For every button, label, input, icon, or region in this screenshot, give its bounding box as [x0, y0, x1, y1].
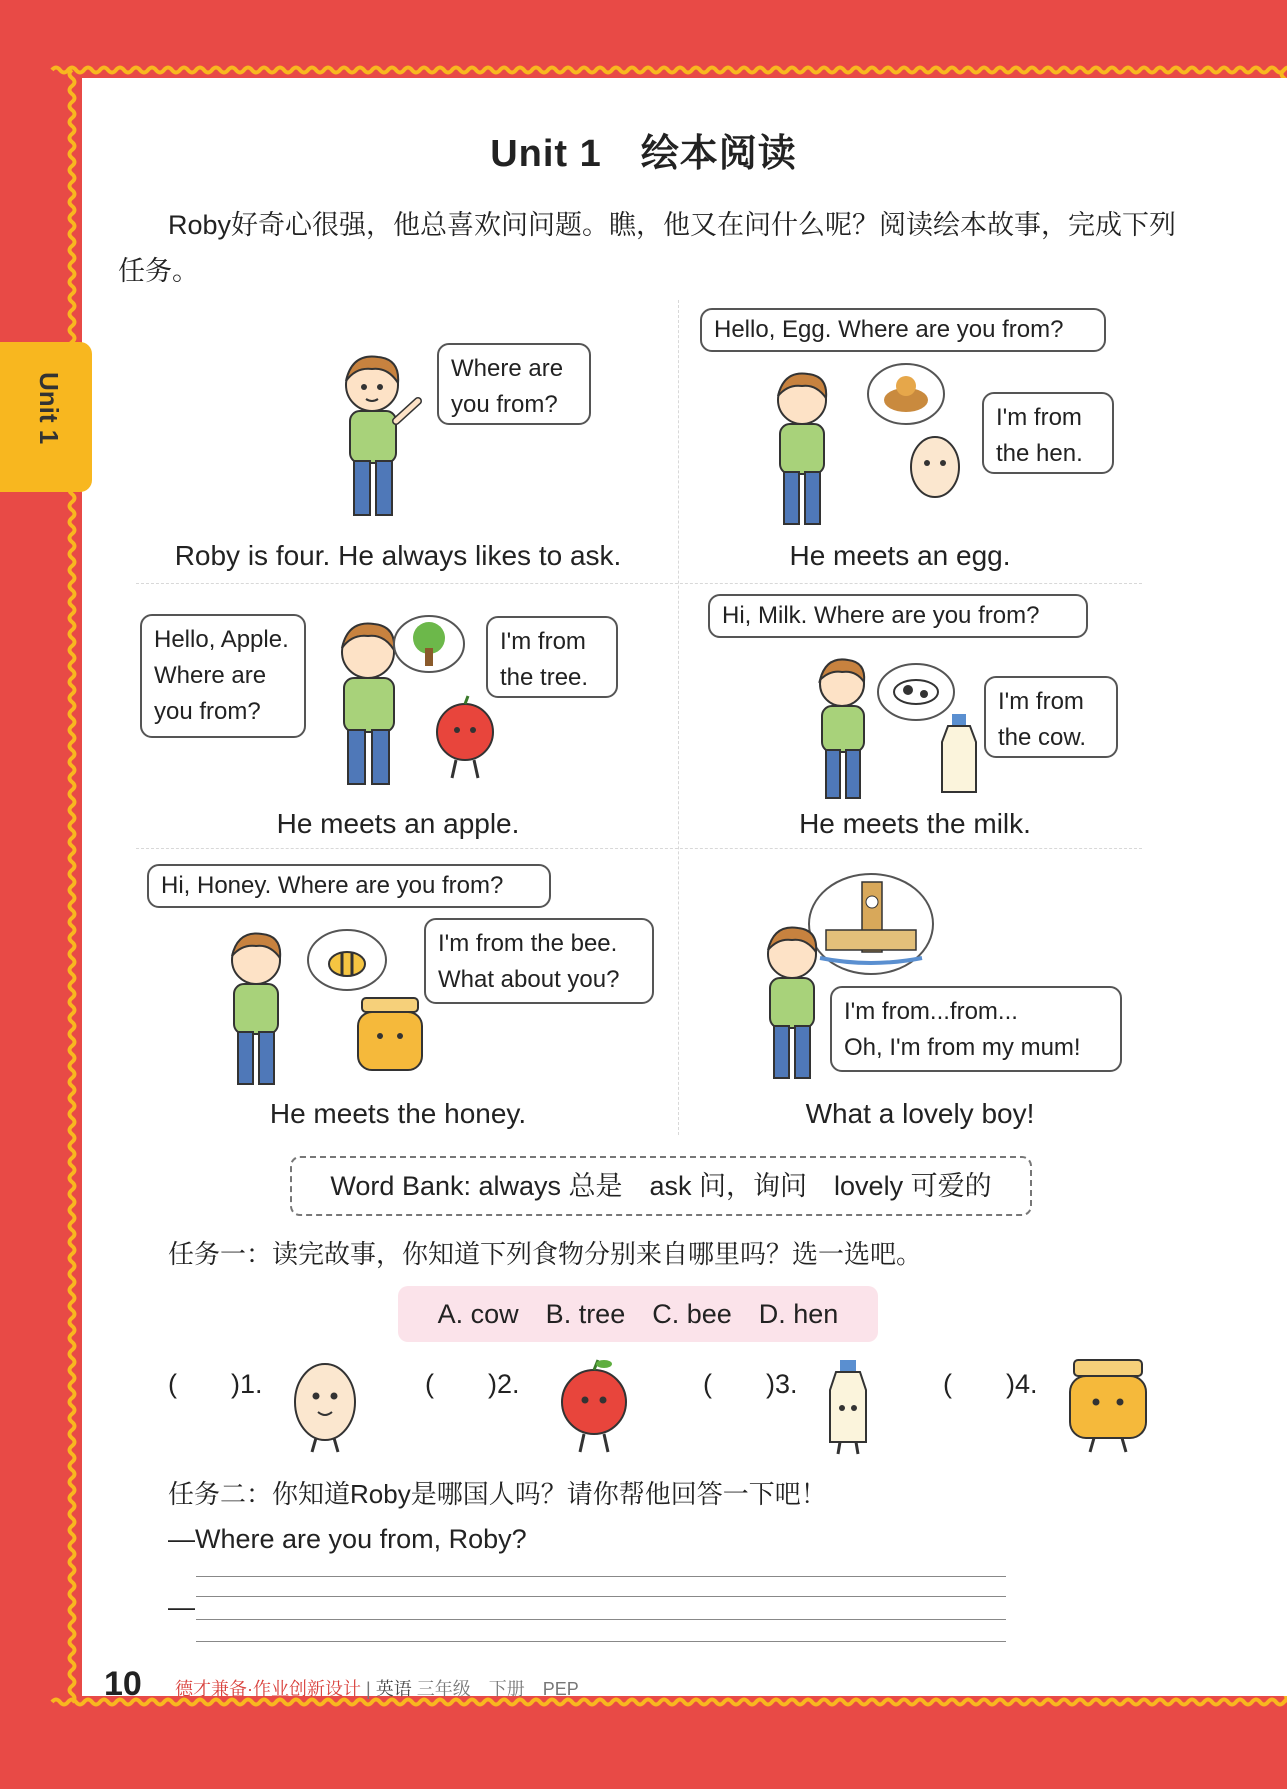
answer-line-4[interactable]	[196, 1641, 1006, 1642]
panel-2-caption: He meets an egg.	[789, 540, 1011, 571]
panel-divider-row2	[136, 848, 1142, 849]
task-1-item-1-blank[interactable]: ( )1.	[168, 1369, 263, 1399]
bee-thought-bubble-icon	[306, 928, 388, 992]
footer-subject: 英语	[375, 1679, 412, 1699]
page-title: Unit 1 绘本阅读	[490, 133, 797, 175]
panel-5-caption: He meets the honey.	[269, 1098, 527, 1129]
roby-character-illustration	[206, 922, 316, 1092]
task-2-question: —Where are you from, Roby?	[168, 1524, 527, 1554]
panel-4-caption: He meets the milk.	[799, 808, 1031, 839]
honey-jar-character-icon	[350, 994, 430, 1084]
panel-6-caption: What a lovely boy!	[805, 1098, 1035, 1129]
task-1-item-3-blank[interactable]: ( )3.	[703, 1369, 798, 1399]
tree-thought-bubble-icon	[392, 614, 466, 678]
speech-bubble-roby-answer: I'm from...from... Oh, I'm from my mum!	[830, 986, 1122, 1072]
honey-jar-character-icon	[1060, 1356, 1156, 1456]
task-1-options: A. cow B. tree C. bee D. hen	[398, 1286, 878, 1342]
answer-dash: —	[168, 1592, 195, 1622]
speech-bubble-egg-answer: I'm from the hen.	[982, 392, 1114, 474]
footer-series	[175, 1675, 579, 1701]
task-2-instruction: 任务二：你知道Roby是哪国人吗？请你帮他回答一下吧！	[168, 1479, 827, 1509]
footer-separator: |	[366, 1679, 371, 1699]
speech-bubble-milk-question: Hi, Milk. Where are you from?	[708, 594, 1088, 638]
answer-line-3[interactable]	[196, 1619, 1006, 1620]
milk-bottle-character-icon	[934, 712, 984, 802]
intro-text: Roby好奇心很强，他总喜欢问问题。瞧，他又在问什么呢？阅读绘本故事，完成下列任务。	[118, 210, 1177, 286]
task-1-instruction: 任务一：读完故事，你知道下列食物分别来自哪里吗？选一选吧。	[168, 1239, 923, 1269]
panel-3-caption: He meets an apple.	[276, 808, 520, 839]
task-1-item-2-blank[interactable]: ( )2.	[425, 1369, 520, 1399]
speech-bubble-apple-question: Hello, Apple. Where are you from?	[140, 614, 306, 738]
unit-side-tab-label: Unit 1	[34, 372, 64, 445]
page-number: 10	[104, 1665, 142, 1703]
unit-side-tab	[0, 342, 92, 492]
roby-character-illustration	[752, 362, 862, 532]
speech-bubble-apple-answer: I'm from the tree.	[486, 616, 618, 698]
roby-character-illustration	[322, 345, 442, 525]
egg-character-icon	[280, 1356, 370, 1456]
milk-bottle-character-icon	[818, 1358, 878, 1458]
speech-bubble-roby-question: Where are you from?	[437, 343, 591, 425]
speech-bubble-milk-answer: I'm from the cow.	[984, 676, 1118, 758]
answer-line-2[interactable]	[196, 1596, 1006, 1597]
task-1-item-4-blank[interactable]: ( )4.	[943, 1369, 1038, 1399]
speech-bubble-honey-answer: I'm from the bee. What about you?	[424, 918, 654, 1004]
speech-bubble-honey-question: Hi, Honey. Where are you from?	[147, 864, 551, 908]
answer-line-1[interactable]	[196, 1576, 1006, 1577]
footer-series-name: 德才兼备·作业创新设计	[175, 1679, 361, 1699]
hen-thought-bubble-icon	[866, 362, 946, 426]
apple-character-icon	[430, 694, 500, 784]
egg-character-icon	[905, 433, 965, 513]
footer-grade: 三年级 下册 PEP	[416, 1679, 579, 1699]
word-bank-box: Word Bank: always 总是 ask 问，询问 lovely 可爱的	[290, 1156, 1032, 1216]
panel-1-caption: Roby is four. He always likes to ask.	[174, 540, 622, 571]
speech-bubble-egg-question: Hello, Egg. Where are you from?	[700, 308, 1106, 352]
panel-divider-vertical	[678, 300, 679, 1135]
panel-divider-row1	[136, 583, 1142, 584]
apple-character-icon	[544, 1356, 644, 1456]
